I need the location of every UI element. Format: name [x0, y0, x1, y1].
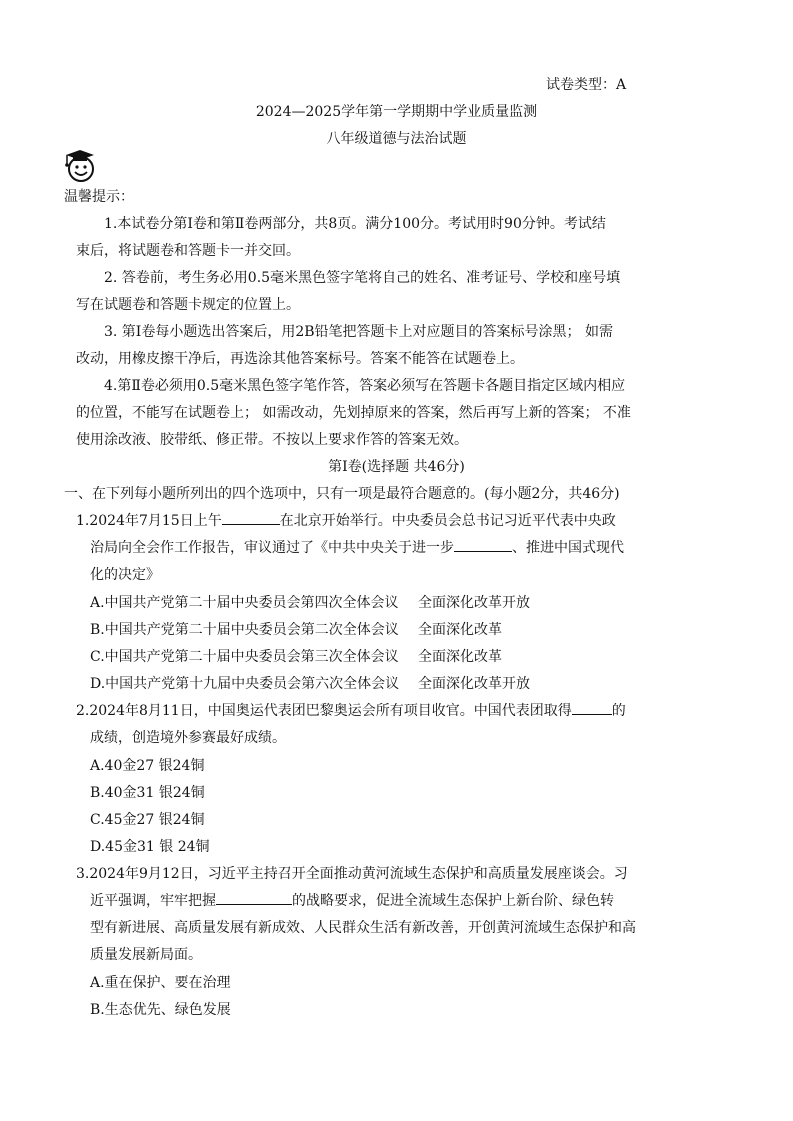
- option-text: D.中国共产党第十九届中央委员会第六次全体会议: [90, 676, 400, 692]
- tip-3-line-2: 改动，用橡皮擦干净后，再选涂其他答案标号。答案不能答在试题卷上。: [76, 351, 524, 367]
- question-1-option-a: [90, 590, 650, 617]
- question-1-text-c: 治局向全会作工作报告，审议通过了《中共中央关于进一步: [90, 540, 454, 556]
- question-2-option-c: C.45金27 银24铜: [90, 812, 205, 828]
- exam-title: 2024—2025学年第一学期期中学业质量监测: [255, 104, 538, 120]
- question-1-option-c: [90, 644, 650, 671]
- question-1-line-3: 化的决定》: [90, 567, 160, 583]
- option-answer: 全面深化改革: [418, 622, 502, 638]
- option-answer: 全面深化改革开放: [418, 595, 530, 611]
- question-3-option-b: B.生态优先、绿色发展: [90, 1002, 231, 1018]
- tip-4-line-2: 的位置，不能写在试题卷上； 如需改动，先划掉原来的答案，然后再写上新的答案； 不准: [76, 405, 631, 421]
- option-text: C.中国共产党第二十届中央委员会第三次全体会议: [90, 649, 399, 665]
- tip-1-line-2: 束后，将试题卷和答题卡一并交回。: [76, 243, 300, 259]
- question-2-option-b: B.40金31 银24铜: [90, 785, 205, 801]
- exam-subtitle: 八年级道德与法治试题: [326, 131, 467, 147]
- question-1-text-b: 在北京开始举行。中央委员会总书记习近平代表中央政: [279, 513, 616, 529]
- question-3-text-a: 近平强调，牢牢把握: [90, 893, 216, 909]
- section-title: 第Ⅰ卷(选择题 共46分): [328, 459, 465, 475]
- section-instruction: 一、在下列每小题所列出的四个选项中，只有一项是最符合题意的。(每小题2分，共46分): [64, 486, 620, 502]
- question-2-line-1: [76, 698, 626, 725]
- question-2-option-a: A.40金27 银24铜: [90, 758, 205, 774]
- question-1-blank-1: [222, 510, 280, 525]
- tips-heading: 温馨提示：: [64, 189, 134, 205]
- question-3-option-a: A.重在保护、要在治理: [90, 975, 231, 991]
- question-3-text-b: 的战略要求，促进全流域生态保护上新台阶、绿色转: [292, 893, 614, 909]
- question-1-line-1: [76, 508, 616, 535]
- tip-2-line-2: 写在试题卷和答题卡规定的位置上。: [76, 297, 300, 313]
- option-answer: 全面深化改革: [418, 649, 502, 665]
- graduate-smiley-icon: [60, 146, 100, 186]
- question-3-blank: [216, 890, 292, 905]
- question-1-blank-2: [454, 537, 512, 552]
- tip-4-line-3: 使用涂改液、胶带纸、修正带。不按以上要求作答的答案无效。: [76, 432, 468, 448]
- tip-1-line-1: 1.本试卷分第Ⅰ卷和第Ⅱ卷两部分，共8页。满分100分。考试用时90分钟。考试结: [104, 216, 606, 232]
- question-2-text-b: 的: [611, 703, 626, 719]
- question-2-option-d: D.45金31 银 24铜: [90, 839, 210, 855]
- paper-type-label: 试卷类型：A: [546, 77, 627, 93]
- question-1-text-d: 、推进中国式现代: [512, 540, 624, 556]
- question-3-line-3: 型有新进展、高质量发展有新成效、人民群众生活有新改善，开创黄河流域生态保护和高: [90, 920, 636, 936]
- question-1-option-b: [90, 617, 650, 644]
- option-text: A.中国共产党第二十届中央委员会第四次全体会议: [90, 595, 399, 611]
- question-3-line-2: [90, 888, 614, 915]
- option-answer: 全面深化改革开放: [418, 676, 530, 692]
- tip-2-line-1: 2. 答卷前，考生务必用0.5毫米黑色签字笔将自己的姓名、准考证号、学校和座号填: [104, 270, 621, 286]
- option-text: B.中国共产党第二十届中央委员会第二次全体会议: [90, 622, 399, 638]
- question-3-line-1: 3.2024年9月12日，习近平主持召开全面推动黄河流域生态保护和高质量发展座谈会。习: [76, 866, 628, 882]
- question-2-blank: [572, 700, 612, 715]
- question-2-line-2: 成绩，创造境外参赛最好成绩。: [90, 730, 286, 746]
- question-1-line-2: [90, 535, 624, 562]
- question-1-text-a: 1.2024年7月15日上午: [76, 513, 222, 529]
- question-3-line-4: 质量发展新局面。: [90, 947, 202, 963]
- tip-4-line-1: 4.第Ⅱ卷必须用0.5毫米黑色签字笔作答，答案必须写在答题卡各题目指定区域内相应: [104, 378, 626, 394]
- question-2-text-a: 2.2024年8月11日，中国奥运代表团巴黎奥运会所有项目收官。中国代表团取得: [76, 703, 572, 719]
- tip-3-line-1: 3. 第Ⅰ卷每小题选出答案后，用2B铅笔把答题卡上对应题目的答案标号涂黑； 如需: [104, 324, 613, 340]
- question-1-option-d: [90, 671, 650, 698]
